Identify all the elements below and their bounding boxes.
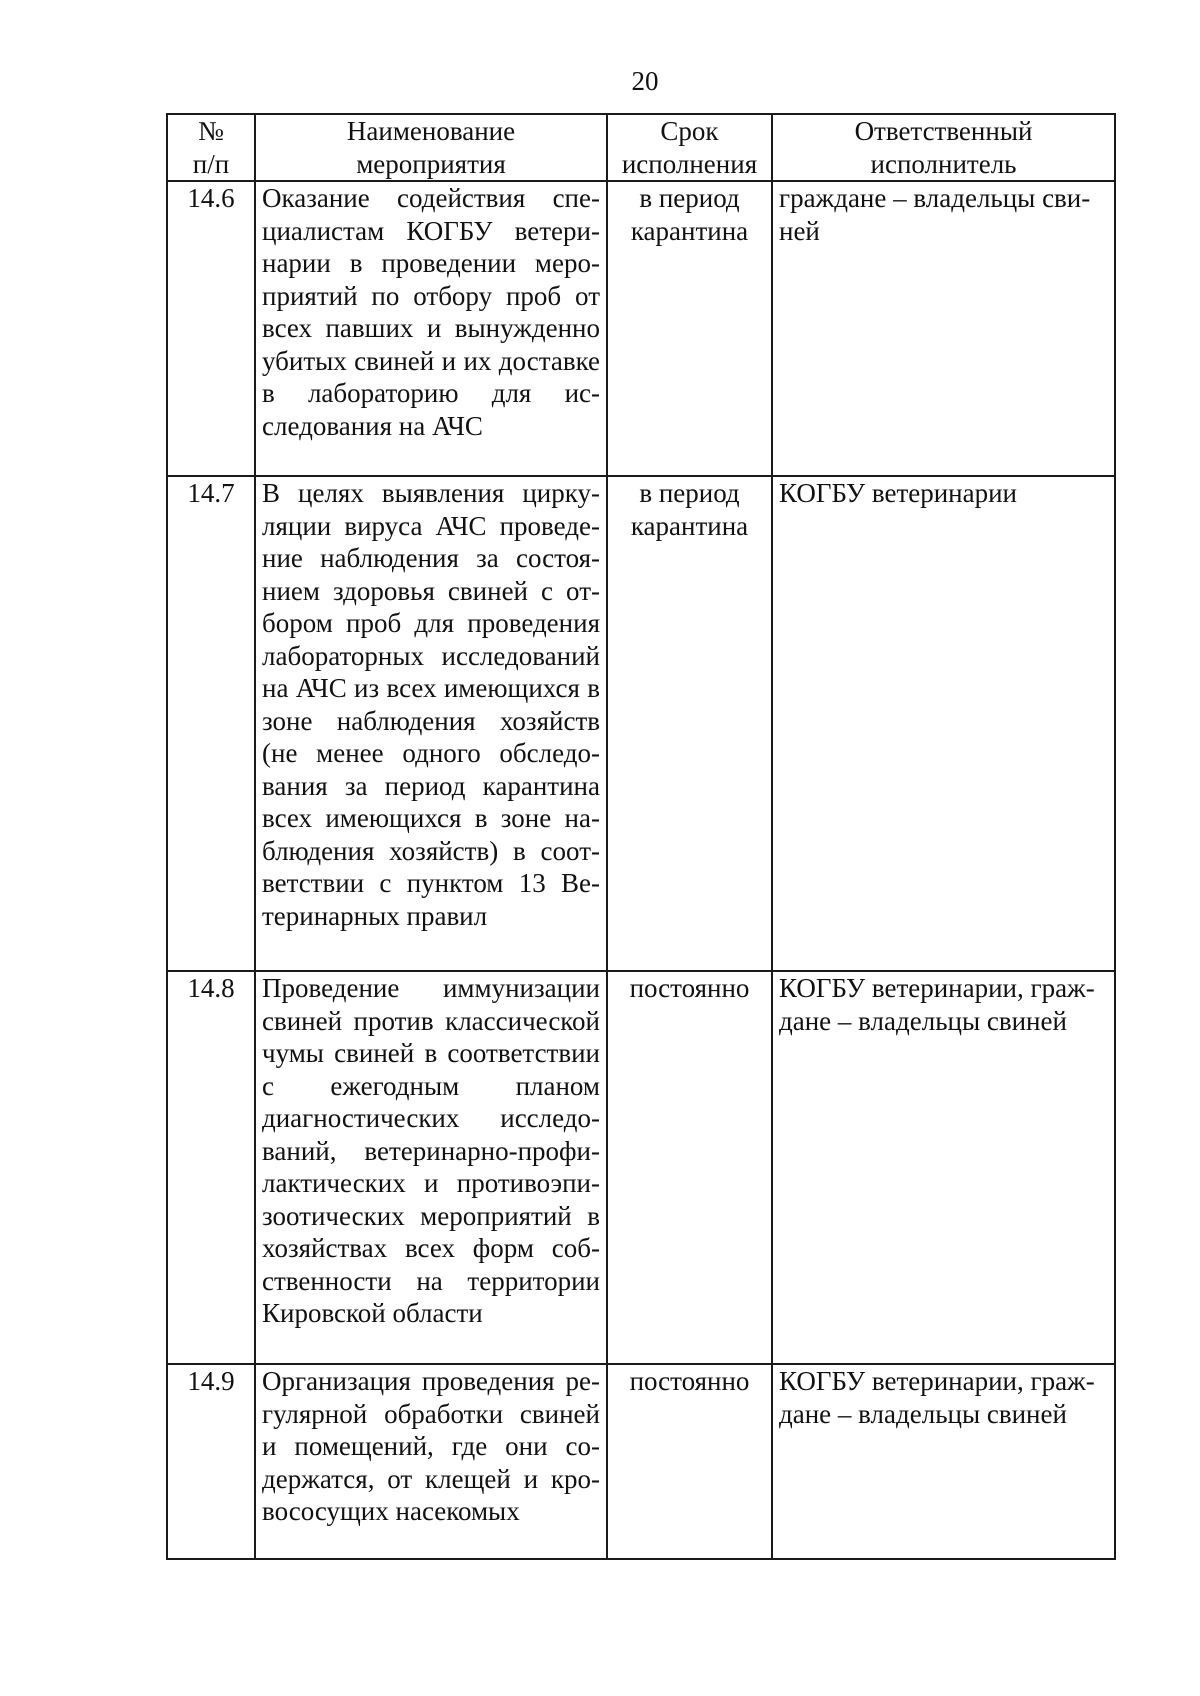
table-header-row — [167, 114, 1115, 181]
header-responsible — [772, 114, 1115, 181]
measure-name: Проведение иммунизации свиней против классической чумы свиней в соответствии с ежегодным планом диагностических исследований, ветеринарно-профилактических и противоэпизоотических мероприятий в хозяйствах всех форм собственности на территории Кировской области — [255, 971, 607, 1364]
table-row — [167, 181, 1115, 476]
table-row — [167, 1364, 1115, 1559]
execution-term: в период карантина — [607, 181, 772, 476]
responsible-party: КОГБУ ветеринарии, граждане – владельцы свиней — [772, 1364, 1115, 1559]
header-responsible-line1: Ответственный — [854, 116, 1033, 146]
responsible-party: граждане – владельцы свиней — [772, 181, 1115, 476]
table-row — [167, 476, 1115, 971]
header-num — [167, 114, 255, 181]
header-term-line1: Срок — [660, 116, 719, 146]
header-responsible-line2: исполнитель — [870, 148, 1017, 179]
execution-term: постоянно — [607, 1364, 772, 1559]
row-number: 14.9 — [167, 1364, 255, 1559]
header-name-line2: мероприятия — [356, 148, 506, 179]
page-number: 20 — [631, 66, 659, 96]
table-row — [167, 971, 1115, 1364]
execution-term: в период карантина — [607, 476, 772, 971]
header-num-line2: п/п — [192, 148, 230, 179]
measures-table — [166, 113, 1116, 1560]
measure-name: Организация проведения регулярной обработки свиней и помещений, где они содержатся, от клещей и кровососущих насекомых — [255, 1364, 607, 1559]
header-name — [255, 114, 607, 181]
responsible-party: КОГБУ ветеринарии — [772, 476, 1115, 971]
header-term — [607, 114, 772, 181]
responsible-party: КОГБУ ветеринарии, граждане – владельцы свиней — [772, 971, 1115, 1364]
row-number: 14.7 — [167, 476, 255, 971]
execution-term: постоянно — [607, 971, 772, 1364]
measure-name: Оказание содействия специалистам КОГБУ ветеринарии в проведении мероприятий по отбору проб от всех павших и вынужденно убитых свиней и их доставке в лабораторию для исследования на АЧС — [255, 181, 607, 476]
row-number: 14.8 — [167, 971, 255, 1364]
header-term-line2: исполнения — [621, 148, 758, 179]
measure-name: В целях выявления циркуляции вируса АЧС проведение наблюдения за состоянием здоровья свиней с отбором проб для проведения лабораторных исследований на АЧС из всех имеющихся в зоне наблюдения хозяйств (не менее одного обследования за период карантина всех имеющихся в зоне наблюдения хозяйств) в соответствии с пунктом 13 Ветеринарных правил — [255, 476, 607, 971]
header-name-line1: Наименование — [346, 116, 516, 146]
header-num-line1: № — [198, 116, 224, 146]
row-number: 14.6 — [167, 181, 255, 476]
